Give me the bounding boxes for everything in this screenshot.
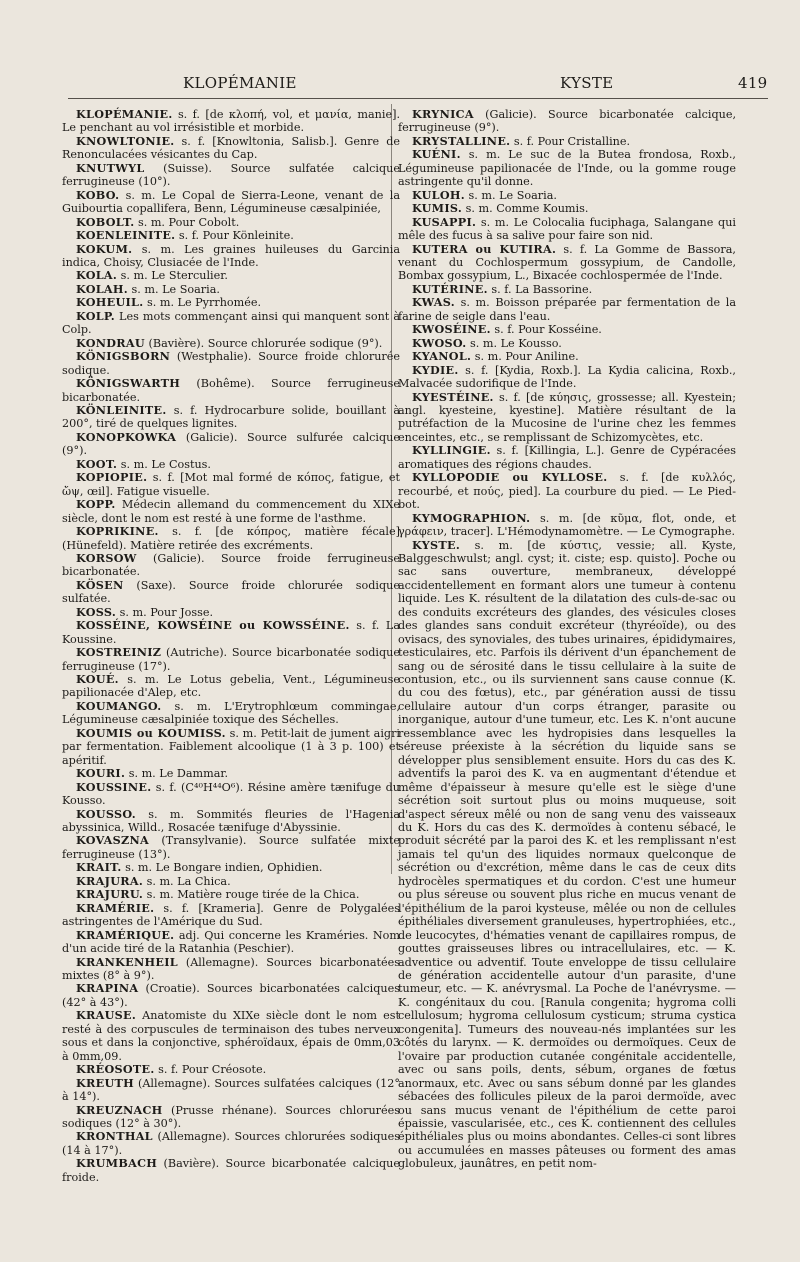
entry-definition: s. m. Le Kousso. [466, 336, 562, 350]
dictionary-entry [62, 189, 400, 216]
dictionary-entry [398, 471, 736, 511]
dictionary-entry [62, 579, 400, 606]
dictionary-entry [62, 310, 400, 337]
entry-definition: (Allemagne). Sources sulfatées calciques (12° à 14°). [62, 1076, 400, 1104]
entry-definition: (Saxe). Source froide chlorurée sodique sulfatée. [62, 578, 400, 606]
entry-definition: s. m. Le Copal de Sierra-Leone, venant de la Guibourtia copallifera, Benn, Légumineuse cæsalpiniée, [62, 188, 400, 216]
dictionary-entry [62, 229, 400, 242]
entry-definition: s. m. Comme Koumis. [462, 202, 589, 216]
entry-definition: s. m. Le Costus. [117, 457, 211, 471]
entry-headword: KYESTÉINE. [412, 389, 494, 404]
dictionary-entry [62, 834, 400, 861]
entry-headword: KYANOL. [412, 349, 472, 364]
dictionary-entry [62, 108, 400, 135]
entry-headword: KOUMIS ou KOUMISS. [76, 725, 226, 740]
dictionary-entry [62, 404, 400, 431]
entry-headword: KUMIS. [412, 201, 463, 216]
entry-headword: KUTÉRINE. [412, 281, 488, 296]
entry-headword: KOHEUIL. [76, 295, 144, 310]
dictionary-entry [62, 1009, 400, 1063]
entry-definition: Les mots commençant ainsi qui manquent sont à Colp. [62, 309, 400, 337]
entry-headword: KRAJURU. [76, 887, 144, 902]
entry-headword: KOPRIKINE. [76, 524, 159, 539]
entry-definition: (Prusse rhénane). Sources chlorurées sodiques (12° à 30°). [62, 1103, 400, 1130]
entry-headword: KOOT. [76, 456, 118, 471]
dictionary-entry [62, 525, 400, 552]
entry-definition: (Galicie). Source bicarbonatée calcique, ferrugineuse (9°). [398, 108, 736, 135]
entry-definition: (Westphalie). Source froide chlorurée sodique. [62, 350, 400, 377]
entry-definition: (Autriche). Source bicarbonatée sodique ferrugineuse (17°). [62, 646, 400, 673]
entry-definition: s. f. (C⁴⁰H⁴⁴O⁶). Résine amère tænifuge du Kousso. [62, 780, 400, 808]
entry-definition: s. f. [de κύησις, grossesse; all. Kyestein; angl. kyesteine, kyestine]. Matière résultant de la putréfaction de la Mucosine de l'urine chez les femmes enceintes, etc., se remplissant de Schizomycètes, etc. [398, 390, 736, 444]
dictionary-entry [62, 673, 400, 700]
entry-headword: KYMOGRAPHION. [412, 510, 531, 525]
entry-headword: KOKUM. [76, 241, 133, 256]
entry-definition: s. m. Le Soaria. [464, 188, 557, 202]
entry-definition: (Allemagne). Sources chlorurées sodiques (14 à 17°). [62, 1130, 400, 1157]
entry-definition: s. m. Le Sterculier. [117, 269, 228, 283]
dictionary-entry [62, 269, 400, 282]
entry-headword: KYLLOPODIE ou KYLLOSE. [412, 470, 608, 485]
entry-headword: KRYNICA [412, 107, 474, 121]
dictionary-entry [398, 216, 736, 243]
dictionary-entry [398, 350, 736, 363]
entry-definition: Anatomiste du XIXe siècle dont le nom est resté à des corpuscules de terminaison des tubes nerveux sous et dans la conjonctive, sphéroïdaux, épais de 0mm,03 à 0mm,09. [62, 1009, 400, 1063]
dictionary-entry [62, 552, 400, 579]
entry-definition: s. m. Pour Josse. [116, 605, 214, 619]
dictionary-entry [398, 512, 736, 539]
entry-definition: s. m. Boisson préparée par fermentation de la farine de seigle dans l'eau. [398, 296, 736, 323]
entry-definition: s. f. [Knowltonia, Salisb.]. Genre de Renonculacées vésicantes du Cap. [62, 134, 400, 162]
entry-definition: s. m. Le Dammar. [125, 767, 229, 781]
entry-definition: s. m. Les graines huileuses du Garcinia indica, Choisy, Clusiacée de l'Inde. [62, 242, 400, 269]
dictionary-entry [62, 162, 400, 189]
entry-headword: KOUÉ. [76, 672, 119, 687]
entry-definition: s. f. [de κόπρος, matière fécale] (Hünefeld). Matière retirée des excréments. [62, 525, 400, 552]
dictionary-entry [62, 808, 400, 835]
entry-definition: s. f. La Gomme de Bassora, venant du Cochlospermum gossypium, de Candolle, Bombax gossypium, L., Bixacée cochlospermée de l'Inde. [398, 242, 736, 283]
dictionary-entry [62, 377, 400, 404]
entry-headword: KUÉNI. [412, 147, 461, 162]
entry-headword: KNUTWYL [76, 160, 145, 175]
entry-definition: (Bavière). Source bicarbonatée calcique froide. [62, 1157, 400, 1184]
entry-headword: KOSSÉINE, KOWSÉINE ou KOWSSÉINE. [76, 618, 350, 633]
dictionary-entry [62, 1077, 400, 1104]
dictionary-entry [398, 337, 736, 350]
dictionary-entry [62, 1063, 400, 1076]
header-left-word: KLOPÉMANIE [183, 74, 297, 92]
entry-definition: s. f. Pour Kosséine. [490, 323, 602, 337]
dictionary-entry [62, 781, 400, 808]
entry-headword: KOSS. [76, 604, 117, 619]
entry-definition: s. m. L'Erytrophlœum commingae, Légumineuse cæsalpiniée toxique des Séchelles. [62, 699, 400, 727]
entry-definition: s. m. Le Soaria. [127, 282, 220, 296]
running-header [0, 74, 800, 96]
dictionary-entry [62, 471, 400, 498]
entry-headword: KOLA. [76, 268, 118, 283]
dictionary-entry [62, 982, 400, 1009]
entry-definition: s. f. [Kydia, Roxb.]. La Kydia calicina, Roxb., Malvacée sudorifique de l'Inde. [398, 363, 736, 391]
dictionary-entry [398, 243, 736, 283]
entry-headword: KWAS. [412, 295, 455, 310]
entry-headword: KOURI. [76, 766, 126, 781]
dictionary-entry [398, 108, 736, 135]
entry-headword: KOPP. [76, 497, 116, 512]
entry-definition: s. f. [de κυλλός, recourbé, et πούς, pied]. La courbure du pied. — Le Pied-bot. [398, 471, 736, 512]
entry-headword: KUTERA ou KUTIRA. [412, 241, 557, 256]
dictionary-entry [62, 431, 400, 458]
entry-definition: s. m. [de κύστις, vessie; all. Kyste, Balggeschwulst; angl. cyst; it. ciste; esp. quisto]. Poche ou sac sans ouverture, membraneux, développé accidentellement en formant alors une tumeur à contenu liquide. Les K. résultent de la dilatation des culs-de-sac ou des conduits excréteurs des glandes, des vésicules closes des glandes sans conduit excréteur (thyréoïde), ou des ovisacs, des synoviales, des tubes urinaires, épididymaires, testiculaires, etc. Parfois ils dérivent d'un épanchement de sang ou de sérosité dans le tissu cellulaire à la suite de contusion, etc., ou ils surviennent sans cause connue (K. du cou des fœtus), etc., par génération aussi de tissu cellulaire autour d'un corps étranger, parasite ou inorganique, autour d'une tumeur, etc. Les K. n'ont aucune ressemblance avec les hydropisies dans lesquelles la séreuse préexiste à la sécrétion du liquide sans se développer plus sensiblement ensuite. Hors du cas des K. adventifs la paroi des K. va en augmentant d'étendue et même d'épaisseur à mesure qu'elle est le siège d'une sécrétion soit surtout plus ou moins muqueuse, soit d'aspect séreux mêlé ou non de sang venu des vaisseaux du K. Hors du cas des K. dermoïdes à contenu sébacé, le produit sécrété par la paroi des K. et les remplissant n'est jamais tel qu'un des liquides normaux quelconque de sécrétion ou d'excrétion, même dans le cas de ceux dits hydrocèles spermatiques et du cordon. C'est une humeur ou plus séreuse ou souvent plus riche en mucus venant de l'épithélium de la paroi kysteuse, mêlée ou non de cellules épithéliales diversement granuleuses, hypertrophiées, etc., de leucocytes, d'hématies venant de capillaires rompus, de gouttes graisseuses libres ou intracellulaires, etc. — K. adventice ou adventif. Toute enveloppe de tissu cellulaire de génération accidentelle autour d'un parasite, d'une tumeur, etc. — K. anévrysmal. La Poche de l'anévrysme. — K. congénitaux du cou. [Ranula congenita; hygroma colli cellulosum; hygroma cellulosum cysticum; struma cystica congenita]. Tumeurs des nouveau-nés implantées sur les côtés du larynx. — K. dermoïdes ou dermoïques. Ceux de l'ovaire par production cutanée congénitale accidentelle, avec ou sans poils, dents, sébum, organes de fœtus anormaux, etc. Avec ou sans sébum donné par les glandes sébacées des follicules pileux de la paroi dermoïde, avec ou sans mucus venant de l'épithélium de cette paroi épaissie, vascularisée, etc., ces K. contiennent des cellules épithéliales plus ou moins abondantes. Celles-ci sont libres ou accumulées en masses pâteuses ou forment des amas globuleux, jaunâtres, en petit nom- [398, 538, 736, 1171]
entry-headword: KRAMÉRIQUE. [76, 927, 175, 942]
entry-headword: KOUMANGO. [76, 698, 162, 713]
dictionary-entry [398, 364, 736, 391]
entry-headword: KRAMÉRIE. [76, 900, 155, 915]
entry-headword: KRANKENHEIL [76, 954, 178, 969]
dictionary-entry [62, 296, 400, 309]
dictionary-entry [62, 767, 400, 780]
entry-definition: s. m. Le Bongare indien, Ophidien. [121, 861, 323, 875]
entry-definition: (Galicie). Source sulfurée calcique (9°). [62, 430, 400, 458]
dictionary-entry [62, 1157, 400, 1184]
dictionary-entry [62, 700, 400, 727]
entry-headword: KNOWLTONIE. [76, 133, 175, 148]
entry-headword: KOLP. [76, 308, 115, 323]
entry-definition: s. m. La Chica. [143, 874, 231, 888]
entry-headword: KWOSO. [412, 335, 467, 350]
entry-headword: KÖNIGSWARTH [76, 376, 181, 391]
entry-headword: KORSOW [76, 550, 137, 565]
dictionary-entry [62, 606, 400, 619]
entry-headword: KRÉOSOTE. [76, 1062, 155, 1077]
entry-definition: s. f. La Bassorine. [487, 282, 593, 296]
dictionary-entry [398, 189, 736, 202]
dictionary-entry [62, 956, 400, 983]
dictionary-entry [62, 283, 400, 296]
dictionary-entry [398, 539, 736, 1171]
entry-definition: (Suisse). Source sulfatée calcique ferrugineuse (10°). [62, 161, 400, 189]
dictionary-entry [398, 283, 736, 296]
entry-definition: adj. Qui concerne les Kraméries. Nom d'un acide tiré de la Ratanhia (Peschier). [62, 928, 400, 956]
header-right-word: KYSTE [560, 74, 614, 92]
entry-definition: s. m. Matière rouge tirée de la Chica. [143, 888, 360, 902]
entry-headword: KOPIOPIE. [76, 470, 148, 485]
entry-definition: s. m. Petit-lait de jument aigri par fermentation. Faiblement alcoolique (1 à 3 p. 100) et apéritif. [62, 726, 400, 767]
entry-headword: KOLAH. [76, 281, 128, 296]
entry-headword: KOVASZNA [76, 833, 150, 848]
dictionary-entry [62, 929, 400, 956]
entry-headword: KREUTH [76, 1075, 134, 1090]
entry-definition: s. m. Le Colocalia fuciphaga, Salangane qui mêle des fucus à sa salive pour faire son nid. [398, 215, 736, 243]
entry-definition: s. m. [de κῦμα, flot, onde, et γράφειν, tracer]. L'Hémodynamomètre. — Le Cymographe. [398, 511, 736, 539]
entry-headword: KRUMBACH [76, 1156, 158, 1171]
entry-definition: s. f. [Krameria]. Genre de Polygalées astringentes de l'Amérique du Sud. [62, 901, 400, 929]
entry-definition: s. m. Pour Aniline. [471, 350, 579, 364]
entry-definition: s. f. [de κλοπή, vol, et μανία, manie]. Le penchant au vol irrésistible et morbide. [62, 108, 400, 135]
entry-headword: KLOPÉMANIE. [76, 107, 173, 121]
entry-definition: s. m. Pour Cobolt. [134, 215, 240, 229]
entry-headword: KRAIT. [76, 860, 122, 875]
left-column [62, 108, 400, 1184]
dictionary-entry [62, 458, 400, 471]
dictionary-entry [398, 135, 736, 148]
dictionary-entry [398, 323, 736, 336]
right-column [398, 108, 736, 1171]
entry-definition: s. f. [Killingia, L.]. Genre de Cypéracées aromatiques des régions chaudes. [398, 444, 736, 471]
dictionary-entry [62, 902, 400, 929]
dictionary-entry [62, 135, 400, 162]
entry-headword: KYDIE. [412, 362, 459, 377]
entry-headword: KRAUSE. [76, 1008, 137, 1023]
entry-headword: KONDRAU [76, 335, 145, 350]
entry-headword: KRONTHAL [76, 1129, 153, 1144]
entry-definition: (Galicie). Source froide ferrugineuse bicarbonatée. [62, 551, 400, 579]
dictionary-entry [62, 498, 400, 525]
dictionary-entry [62, 619, 400, 646]
entry-headword: KYLLINGIE. [412, 443, 491, 458]
dictionary-entry [62, 243, 400, 270]
entry-definition: s. f. Pour Créosote. [154, 1063, 267, 1077]
page-number: 419 [738, 74, 768, 92]
entry-headword: KYSTE. [412, 537, 461, 552]
entry-definition: s. m. Le Pyrrhomée. [143, 296, 262, 310]
dictionary-entry [398, 391, 736, 445]
entry-definition: s. m. Sommités fleuries de l'Hagenia abyssinica, Willd., Rosacée tænifuge d'Abyssinie. [62, 807, 400, 835]
header-rule [68, 98, 768, 99]
dictionary-entry [62, 1130, 400, 1157]
dictionary-entry [398, 444, 736, 471]
dictionary-entry [62, 727, 400, 767]
entry-headword: KOBOLT. [76, 214, 135, 229]
dictionary-entry [398, 296, 736, 323]
dictionary-entry [62, 888, 400, 901]
entry-headword: KRAPINA [76, 981, 139, 996]
entry-headword: KÖNLEINITE. [76, 402, 167, 417]
entry-headword: KRAJURA. [76, 873, 144, 888]
entry-headword: KULOH. [412, 187, 465, 202]
entry-headword: KOENLEINITE. [76, 228, 176, 243]
entry-headword: KOBO. [76, 187, 120, 202]
dictionary-entry [398, 148, 736, 188]
entry-definition: (Croatie). Sources bicarbonatées calciques (42° à 43°). [62, 982, 400, 1009]
dictionary-entry [62, 337, 400, 350]
entry-definition: s. f. Hydrocarbure solide, bouillant à 200°, tiré de quelques lignites. [62, 403, 400, 431]
dictionary-entry [62, 875, 400, 888]
entry-headword: KOUSSO. [76, 806, 136, 821]
entry-headword: KREUZNACH [76, 1102, 163, 1117]
entry-headword: KWOSÉINE. [412, 322, 491, 337]
entry-definition: Médecin allemand du commencement du XIXe siècle, dont le nom est resté à une forme de l'asthme. [62, 498, 400, 525]
entry-definition: (Allemagne). Sources bicarbonatées mixtes (8° à 9°). [62, 955, 400, 982]
entry-definition: s. f. La Koussine. [62, 619, 400, 646]
entry-headword: KONOPKOWKA [76, 429, 177, 444]
entry-definition: s. m. Le suc de la Butea frondosa, Roxb., Légumineuse papilionacée de l'Inde, ou la gomme rouge astringente qu'il donne. [398, 148, 736, 189]
entry-headword: KRYSTALLINE. [412, 133, 511, 148]
entry-headword: KOSTREINIZ [76, 645, 162, 660]
entry-headword: KUSAPPI. [412, 214, 477, 229]
dictionary-entry [62, 861, 400, 874]
dictionary-entry [62, 1104, 400, 1131]
dictionary-entry [62, 646, 400, 673]
entry-definition: (Bavière). Source chlorurée sodique (9°). [144, 336, 383, 350]
dictionary-entry [398, 202, 736, 215]
entry-definition: (Bohême). Source ferrugineuse bicarbonatée. [62, 377, 400, 404]
dictionary-entry [62, 216, 400, 229]
entry-definition: s. m. Le Lotus gebelia, Vent., Légumineuse papilionacée d'Alep, etc. [62, 673, 400, 700]
entry-headword: KÖSEN [76, 577, 124, 592]
entry-definition: (Transylvanie). Source sulfatée mixte ferrugineuse (13°). [62, 834, 400, 861]
entry-definition: s. f. Pour Cristalline. [510, 134, 631, 148]
entry-definition: s. f. Pour Könleinite. [175, 229, 294, 243]
dictionary-entry [62, 350, 400, 377]
entry-definition: s. f. [Mot mal formé de κόπος, fatigue, et ὤψ, œil]. Fatigue visuelle. [62, 471, 400, 498]
entry-headword: KOUSSINE. [76, 779, 152, 794]
entry-headword: KÖNIGSBORN [76, 349, 171, 364]
